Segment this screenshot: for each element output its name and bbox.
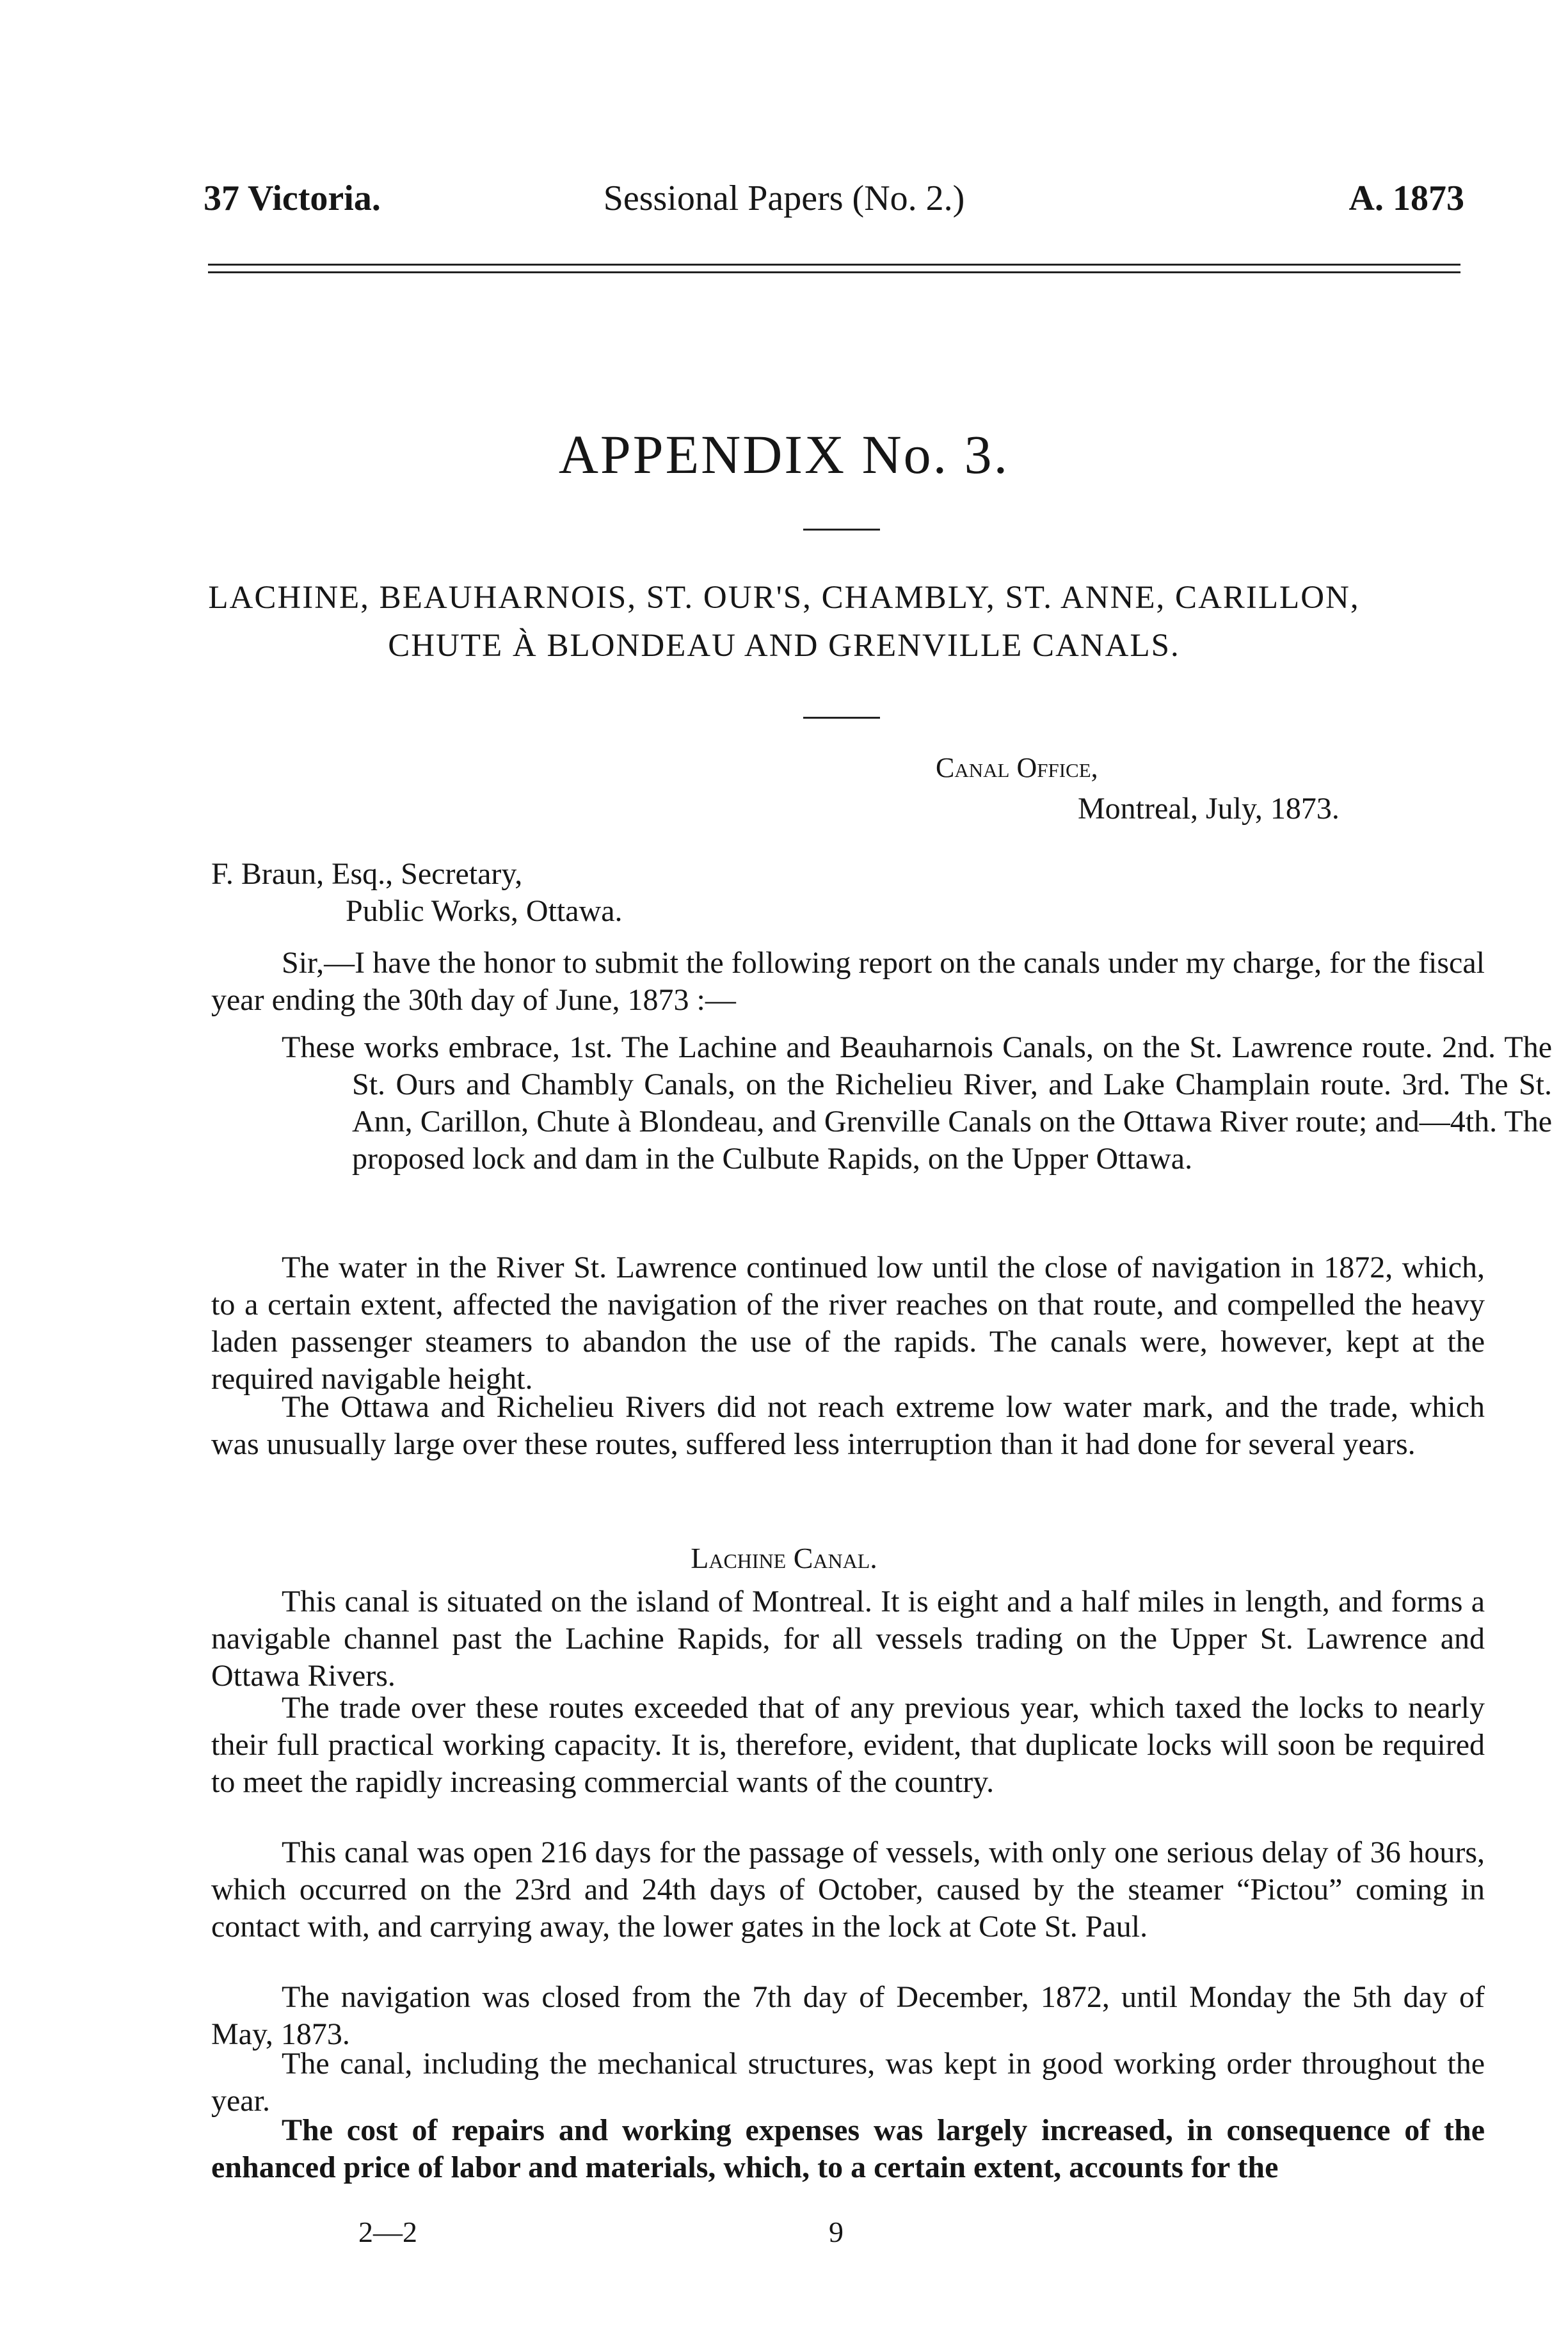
running-head-center: Sessional Papers (No. 2.) (603, 179, 965, 218)
salutation-paragraph: Sir,—I have the honor to submit the following report on the canals under my charge, for the fiscal year ending the 30th day of June, 1873 :— (211, 946, 1485, 1017)
water-level-paragraph: The water in the River St. Lawrence continued low until the close of navigation in 1872, which, to a certain extent, affected the navigation of the river reaches on that route, and compelled the heavy laden passenger steamers to abandon the use of the rapids. The canals were, however, kept at the required navigable height. (211, 1251, 1485, 1396)
lachine-paragraph-1: This canal is situated on the island of Montreal. It is eight and a half miles in length, and forms a navigable channel past the Lachine Rapids, for all vessels trading on the Upper St. Lawrence and Ottawa Rivers. (211, 1585, 1485, 1693)
lachine-paragraph-4: The navigation was closed from the 7th day of December, 1872, until Monday the 5th day of May, 1873. (211, 1980, 1485, 2051)
works-paragraph: These works embrace, 1st. The Lachine and Beauharnois Canals, on the St. Lawrence route. 2nd. The St. Ours and Chambly Canals, on the Richelieu River, and Lake Champlain route. 3rd. The St. Ann, Carillon, Chute à Blondeau, and Grenville Canals on the Ottawa River route; and—4th. The proposed lock and dam in the Culbute Rapids, on the Upper Ottawa. (282, 1030, 1552, 1176)
running-head-right: A. 1873 (1348, 179, 1464, 218)
lachine-paragraph-5: The canal, including the mechanical structures, was kept in good working order throughout the year. (211, 2047, 1485, 2118)
appendix-title: APPENDIX No. 3. (558, 424, 1010, 485)
ottawa-richelieu-paragraph: The Ottawa and Richelieu Rivers did not reach extreme low water mark, and the trade, which was unusually large over these routes, suffered less interruption than it had done for several years. (211, 1390, 1485, 1461)
addressee-line-1: F. Braun, Esq., Secretary, (211, 857, 523, 891)
dateline-place-date: Montreal, July, 1873. (1078, 792, 1340, 826)
header-rule-bottom (208, 271, 1460, 273)
lachine-paragraph-6: The cost of repairs and working expenses was largely increased, in consequence of the enhanced price of labor and materials, which, to a certain extent, accounts for the (211, 2113, 1485, 2184)
lachine-paragraph-3: This canal was open 216 days for the passage of vessels, with only one serious delay of 36 hours, which occurred on the 23rd and 24th days of October, caused by the steamer “Pictou” coming in contact with, and carrying away, the lower gates in the lock at Cote St. Paul. (211, 1835, 1485, 1944)
dateline-office: Canal Office, (936, 752, 1098, 783)
header-rule-top (208, 264, 1460, 266)
lachine-paragraph-2: The trade over these routes exceeded that of any previous year, which taxed the locks to nearly their full practical working capacity. It is, therefore, evident, that duplicate locks will soon be required to meet the rapidly increasing commercial wants of the country. (211, 1691, 1485, 1799)
canals-heading-line-1: LACHINE, BEAUHARNOIS, ST. OUR'S, CHAMBLY, ST. ANNE, CARILLON, (208, 580, 1360, 616)
addressee-line-2: Public Works, Ottawa. (346, 894, 623, 928)
canals-heading-line-2: CHUTE À BLONDEAU AND GRENVILLE CANALS. (388, 628, 1180, 664)
heading-divider (803, 717, 880, 719)
page-number: 9 (829, 2216, 844, 2248)
section-title-lachine-canal: Lachine Canal. (691, 1542, 877, 1574)
signature-mark: 2—2 (358, 2216, 417, 2248)
running-head-left: 37 Victoria. (204, 179, 381, 218)
title-divider (803, 529, 880, 531)
